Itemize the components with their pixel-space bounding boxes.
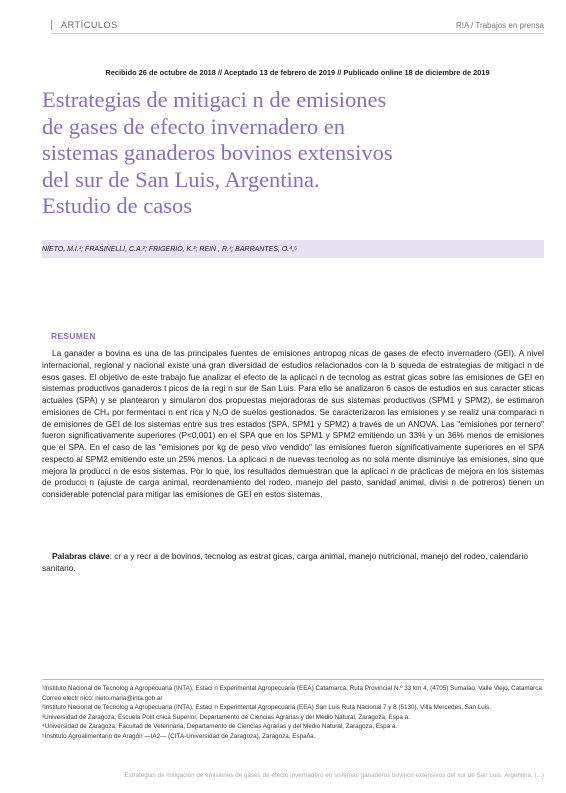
publication-dates: Recibido 26 de octubre de 2018 // Aceptado 13 de febrero de 2019 // Publicado online 18 de diciembre de 2019 (105, 68, 490, 77)
article-title: Estrategias de mitigaci n de emisiones de gases de efecto invernadero en sistemas ganaderos bovinos extensivos del sur de San Luis, Argentina. Estudio de casos (42, 87, 393, 218)
page-header (51, 18, 544, 32)
affiliation-item: ⁵Instituto Agroalimentario de Aragón —IA2— (CITA-Universidad de Zaragoza), Zaragoza, España. (42, 732, 316, 740)
affiliation-item: ³Universidad de Zaragoza, Escuela Polit cnica Superior, Departamento de Ciencias Agrarias y del Medio Natural, Zaragoza, Espa a. (42, 713, 410, 721)
header-divider (51, 33, 544, 34)
authors-bar (42, 240, 544, 258)
keywords-label: Palabras clave (52, 551, 110, 561)
section-label: ARTÍCULOS (51, 20, 118, 30)
affiliations-list (42, 684, 544, 741)
journal-label: RIA / Trabajos en prensa (455, 20, 544, 30)
keywords (42, 551, 544, 575)
page-footer: Estrategias de mitigación de emisiones de gases de efecto invernadero en sistemas ganaderos bovinos extensivos del sur de San Luis, Argentina. (...) (124, 772, 544, 779)
abstract-text: La ganader a bovina es una de las principales fuentes de emisiones antropog nicas de gases de efecto invernadero (GEI). A nivel internacional, regional y nacional existe una gran diversidad de estudios relacionados con la b squeda de estrategias de mitigaci n de esos gases. El objetivo de este trabajo fue analizar el efecto de la aplicaci n de tecnolog as estrat gicas sobre las emisiones de GEI en sistemas productivos ganaderos t picos de la regi n sur de San Luis. Para ello se analizaron 6 casos de estudios en sus caracter sticas actuales (SPA) y se plantearon y simularon dos propuestas mejoradoras de sus sistemas productivos (SPM1 y SPM2), se estimaron emisiones de CH₄ por fermentaci n ent rica y N₂O de suelos gestionados. Se caracterizaron las emisiones y se realiz una comparaci n de emisiones de GEI de los sistemas entre sus tres estados (SPA, SPM1 y SPM2) a través de un ANOVA. Las "emisiones por ternero" fueron significativamente superiores (P<0,001) en el SPA que en los SPM1 y SPM2 emitiendo un 33% y un 36% menos de emisiones que el SPA. En el caso de las "emisiones por kg de peso vivo vendido" las emisiones fueron significativamente superiores en el SPA respecto al SPM2 emitiendo este un 25% menos. La aplicaci n de nuevas tecnolog as no sola mente disminuye las emisiones, sino que mejora la producci n de esos sistemas. Por lo que, los resultados demuestran que la aplicaci n de prácticas de mejora en los sistemas de producci n (ajuste de carga animal, reordenamiento del rodeo, manejo del pasto, sanidad animal, divisi n de potreros) tienen un considerable potencial para mitigar las emisiones de GEI en estos sistemas. (42, 348, 544, 499)
affiliation-item: ¹Instituto Nacional de Tecnolog a Agropecuaria (INTA), Estaci n Experimental Agropecuaria (EEA) Catamarca, Ruta Provincial N.º 33 km 4, (4705) Sumalao, Valle Viejo, Catamarca. Correo electr nico: nieto.maria@inta.gob.ar (42, 685, 544, 702)
abstract-heading: RESUMEN (51, 331, 96, 341)
authors: NIETO, M.I.¹; FRASINELLI, C.A.²; FRIGERIO, K.²; REIN , R.³; BARRANTES, O.⁴,⁵ (42, 245, 298, 253)
affiliations-divider (42, 679, 544, 680)
affiliation-item: ⁴Universidad de Zaragoza, Facultad de Veterinaria, Departamento de Ciencias Agrarias y del Medio Natural, Zaragoza, Espa a. (42, 723, 398, 730)
affiliation-item: ²Instituto Nacional de Tecnolog a Agropecuaria (INTA), Estaci n Experimental Agropecuaria (EEA) San Luis Ruta Nacional 7 y 8 (5130), Villa Mercedes, San Luis. (42, 704, 492, 711)
keywords-text: : cr a y recr a de bovinos, tecnolog as estrat gicas, carga animal, manejo nutricional, manejo del rodeo, calendario sanitario. (42, 551, 528, 573)
